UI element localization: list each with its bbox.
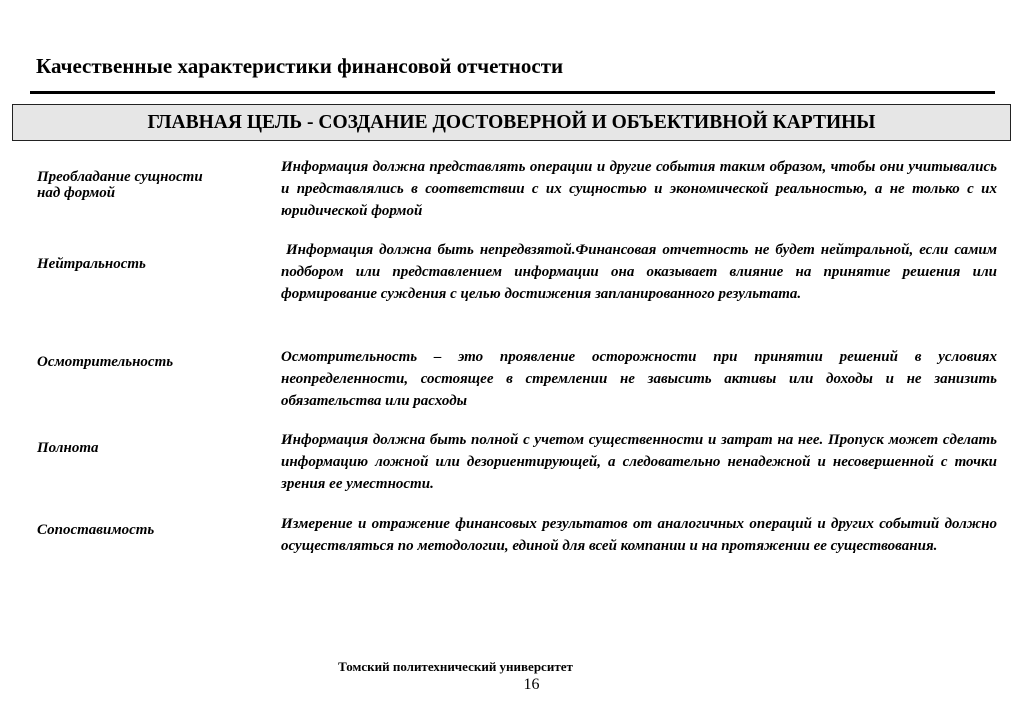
main-goal-text: ГЛАВНАЯ ЦЕЛЬ - СОЗДАНИЕ ДОСТОВЕРНОЙ И ОБЪЕКТИВНОЙ КАРТИНЫ bbox=[147, 111, 876, 133]
term-line: Преобладание сущности bbox=[37, 169, 203, 185]
slide-title: Качественные характеристики финансовой отчетности bbox=[36, 54, 564, 78]
footer-university: Томский политехнический университет bbox=[338, 659, 573, 674]
term-line: Полнота bbox=[37, 440, 99, 456]
term-line: над формой bbox=[37, 185, 116, 201]
term-line: Нейтральность bbox=[37, 256, 146, 272]
main-goal-banner bbox=[12, 104, 1011, 141]
characteristic-term bbox=[37, 256, 252, 272]
characteristic-description: Информация должна быть непредвзятой.Финансовая отчетность не будет нейтральной, если самим подбором или представлением информации она оказывает влияние на принятие решения или формирование суждения с целью достижения запланированного результата. bbox=[281, 242, 997, 302]
characteristic-term bbox=[37, 354, 252, 370]
characteristic-term bbox=[37, 440, 252, 456]
characteristic-description: Осмотрительность – это проявление осторожности при принятии решений в условиях неопределенности, состоящее в стремлении не завысить активы или доходы и не занизить обязательства или расходы bbox=[281, 349, 997, 409]
characteristic-description: Информация должна представлять операции и другие события таким образом, чтобы они учитывались и представлялись в соответствии с их сущностью и экономической реальностью, а не только с их юридической формой bbox=[281, 159, 997, 219]
characteristic-term bbox=[37, 522, 252, 538]
page-number: 16 bbox=[523, 676, 540, 693]
term-line: Осмотрительность bbox=[37, 354, 174, 370]
characteristic-description: Информация должна быть полной с учетом существенности и затрат на нее. Пропуск может сделать информацию ложной или дезориентирующей, а следовательно ненадежной и несовершенной с точки зрения ее уместности. bbox=[281, 432, 997, 492]
title-divider bbox=[30, 91, 995, 94]
characteristic-description: Измерение и отражение финансовых результатов от аналогичных операций и других событий должно осуществляться по методологии, единой для всей компании и на протяжении ее существования. bbox=[281, 516, 997, 554]
term-line: Сопоставимость bbox=[37, 522, 155, 538]
characteristic-term bbox=[37, 169, 252, 201]
